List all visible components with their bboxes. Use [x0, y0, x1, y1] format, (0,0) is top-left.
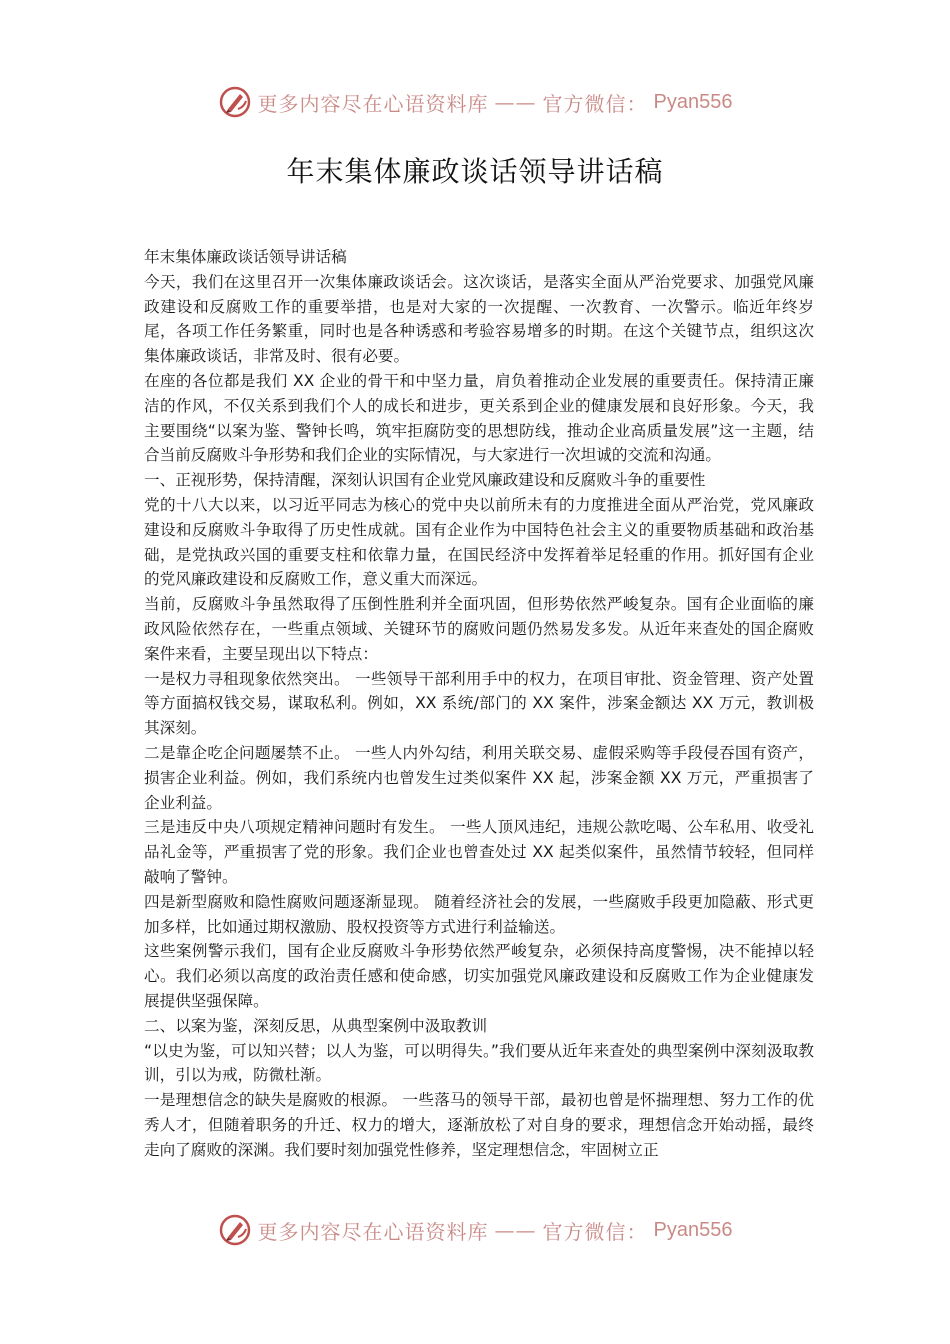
paragraph: 这些案例警示我们，国有企业反腐败斗争形势依然严峻复杂，必须保持高度警惕，决不能掉以轻心。我们必须以高度的政治责任感和使命感，切实加强党风廉政建设和反腐败工作为企业健康发展提供坚强保障。	[144, 942, 814, 1010]
pen-logo-icon	[218, 1213, 252, 1247]
section-heading: 二、以案为鉴，深刻反思，从典型案例中汲取教训	[144, 1016, 488, 1035]
banner-slogan: 更多内容尽在心语资料库	[257, 91, 489, 116]
paragraph: 一是权力寻租现象依然突出。 一些领导干部利用手中的权力，在项目审批、资金管理、资产处置等方面搞权钱交易，谋取私利。例如，XX 系统/部门的 XX 案件，涉案金额达 XX 万元，教训极其深刻。	[144, 669, 814, 738]
pen-logo-icon	[218, 85, 252, 119]
paragraph: 二是靠企吃企问题屡禁不止。 一些人内外勾结，利用关联交易、虚假采购等手段侵吞国有资产，损害企业利益。例如，我们系统内也曾发生过类似案件 XX 起，涉案金额 XX 万元，严重损害了企业利益。	[144, 743, 814, 812]
document-body	[144, 245, 814, 1162]
paragraph: 在座的各位都是我们 XX 企业的骨干和中坚力量，肩负着推动企业发展的重要责任。保持清正廉洁的作风，不仅关系到我们个人的成长和进步，更关系到企业的健康发展和良好形象。今天，我主要围绕“以案为鉴、警钟长鸣，筑牢拒腐防变的思想防线，推动企业高质量发展”这一主题，结合当前反腐败斗争形势和我们企业的实际情况，与大家进行一次坦诚的交流和沟通。	[144, 371, 814, 465]
banner-dash: ——	[494, 1218, 537, 1242]
banner-wechat-id: Pyan556	[653, 1218, 733, 1241]
paragraph: 当前，反腐败斗争虽然取得了压倒性胜利并全面巩固，但形势依然严峻复杂。国有企业面临的廉政风险依然存在，一些重点领域、关键环节的腐败问题仍然易发多发。从近年来查处的国企腐败案件来看，主要呈现出以下特点：	[144, 595, 814, 663]
footer-banner	[0, 1210, 950, 1250]
header-banner	[0, 82, 950, 122]
paragraph: 三是违反中央八项规定精神问题时有发生。 一些人顶风违纪，违规公款吃喝、公车私用、收受礼品礼金等，严重损害了党的形象。我们企业也曾查处过 XX 起类似案件，虽然情节较轻，但同样敲响了警钟。	[144, 818, 814, 886]
banner-wechat-label: 官方微信：	[542, 1219, 648, 1244]
banner-wechat-label: 官方微信：	[542, 91, 648, 116]
paragraph: 党的十八大以来，以习近平同志为核心的党中央以前所未有的力度推进全面从严治党，党风廉政建设和反腐败斗争取得了历史性成就。国有企业作为中国特色社会主义的重要物质基础和政治基础，是党执政兴国的重要支柱和依靠力量，在国民经济中发挥着举足轻重的作用。抓好国有企业的党风廉政建设和反腐败工作，意义重大而深远。	[144, 495, 814, 589]
paragraph: 一是理想信念的缺失是腐败的根源。 一些落马的领导干部，最初也曾是怀揣理想、努力工作的优秀人才，但随着职务的升迁、权力的增大，逐渐放松了对自身的要求，理想信念开始动摇，最终走向了腐败的深渊。我们要时刻加强党性修养，坚定理想信念，牢固树立正	[144, 1091, 814, 1159]
paragraph: 四是新型腐败和隐性腐败问题逐渐显现。 随着经济社会的发展，一些腐败手段更加隐蔽、形式更加多样，比如通过期权激励、股权投资等方式进行利益输送。	[144, 892, 814, 936]
paragraph: 今天，我们在这里召开一次集体廉政谈话会。这次谈话，是落实全面从严治党要求、加强党风廉政建设和反腐败工作的重要举措，也是对大家的一次提醒、一次教育、一次警示。临近年终岁尾，各项工作任务繁重，同时也是各种诱惑和考验容易增多的时期。在这个关键节点，组织这次集体廉政谈话，非常及时、很有必要。	[144, 272, 814, 366]
paragraph: “以史为鉴，可以知兴替；以人为鉴，可以明得失。”我们要从近年来查处的典型案例中深刻汲取教训，引以为戒，防微杜渐。	[144, 1041, 814, 1085]
paragraph: 年末集体廉政谈话领导讲话稿	[144, 248, 347, 266]
banner-dash: ——	[494, 90, 537, 114]
banner-wechat-id: Pyan556	[653, 90, 733, 113]
section-heading: 一、正视形势，保持清醒，深刻认识国有企业党风廉政建设和反腐败斗争的重要性	[144, 471, 706, 490]
page-title: 年末集体廉政谈话领导讲话稿	[286, 155, 664, 188]
banner-slogan: 更多内容尽在心语资料库	[257, 1219, 489, 1244]
